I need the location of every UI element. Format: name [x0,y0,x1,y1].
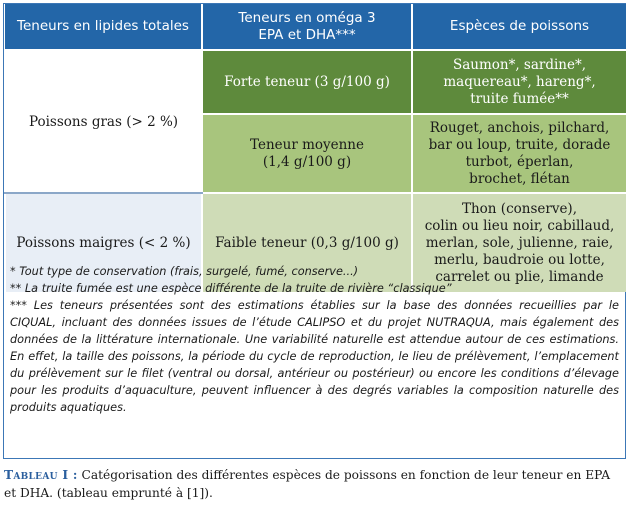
footnotes [4,259,625,458]
level-faible-teneur: Faible teneur (0,3 g/100 g) [202,193,412,292]
level-teneur-moyenne: Teneur moyenne (1,4 g/100 g) [202,114,412,193]
table-caption [4,466,624,502]
table-row [5,50,626,114]
species-forte-teneur: Saumon*, sardine*, maquereau*, hareng*, truite fumée** [412,50,626,114]
species-faible-teneur: Thon (conserve), colin ou lieu noir, cabillaud, merlan, sole, julienne, raie, merlu, baudroie ou lotte, carrelet ou plie, limande [412,193,626,292]
header-row [5,4,626,50]
category-poissons-gras: Poissons gras (> 2 %) [5,50,202,193]
header-omega3: Teneurs en oméga 3 EPA et DHA*** [202,4,412,50]
footnote-1: * Tout type de conservation (frais, surgelé, fumé, conserve...) [10,265,359,278]
caption-label: Tableau I : [4,468,78,482]
level-forte-teneur: Forte teneur (3 g/100 g) [202,50,412,114]
category-poissons-maigres: Poissons maigres (< 2 %) [5,193,202,292]
species-teneur-moyenne: Rouget, anchois, pilchard, bar ou loup, truite, dorade turbot, éperlan, brochet, flétan [412,114,626,193]
fish-lipid-table [4,4,626,292]
footnote-2: ** La truite fumée est une espèce différente de la truite de rivière “classique” [10,282,452,295]
header-especes: Espèces de poissons [412,4,626,50]
footnote-3: *** Les teneurs présentées sont des estimations établies sur la base des données recueillies par le CIQUAL, incluant des données issues de l’étude CALIPSO et du projet NUTRAQUA, mais également des données de la littérature internationale. Une variabilité naturelle est attendue autour de ces estimations. En effet, la taille des poissons, la période du cycle de reproduction, le lieu de prélèvement, l’emplacement du prélèvement sur le filet (ventral ou dorsal, antérieur ou postérieur) ou encore les conditions d’élevage pour les produits d’aquaculture, peuvent influencer à des degrés variables la composition naturelle des produits aquatiques. [10,299,619,414]
header-lipides: Teneurs en lipides totales [5,4,202,50]
table-frame [3,3,626,459]
caption-text: Catégorisation des différentes espèces de poissons en fonction de leur teneur en EPA et DHA. (tableau emprunté à [1]). [4,468,611,500]
